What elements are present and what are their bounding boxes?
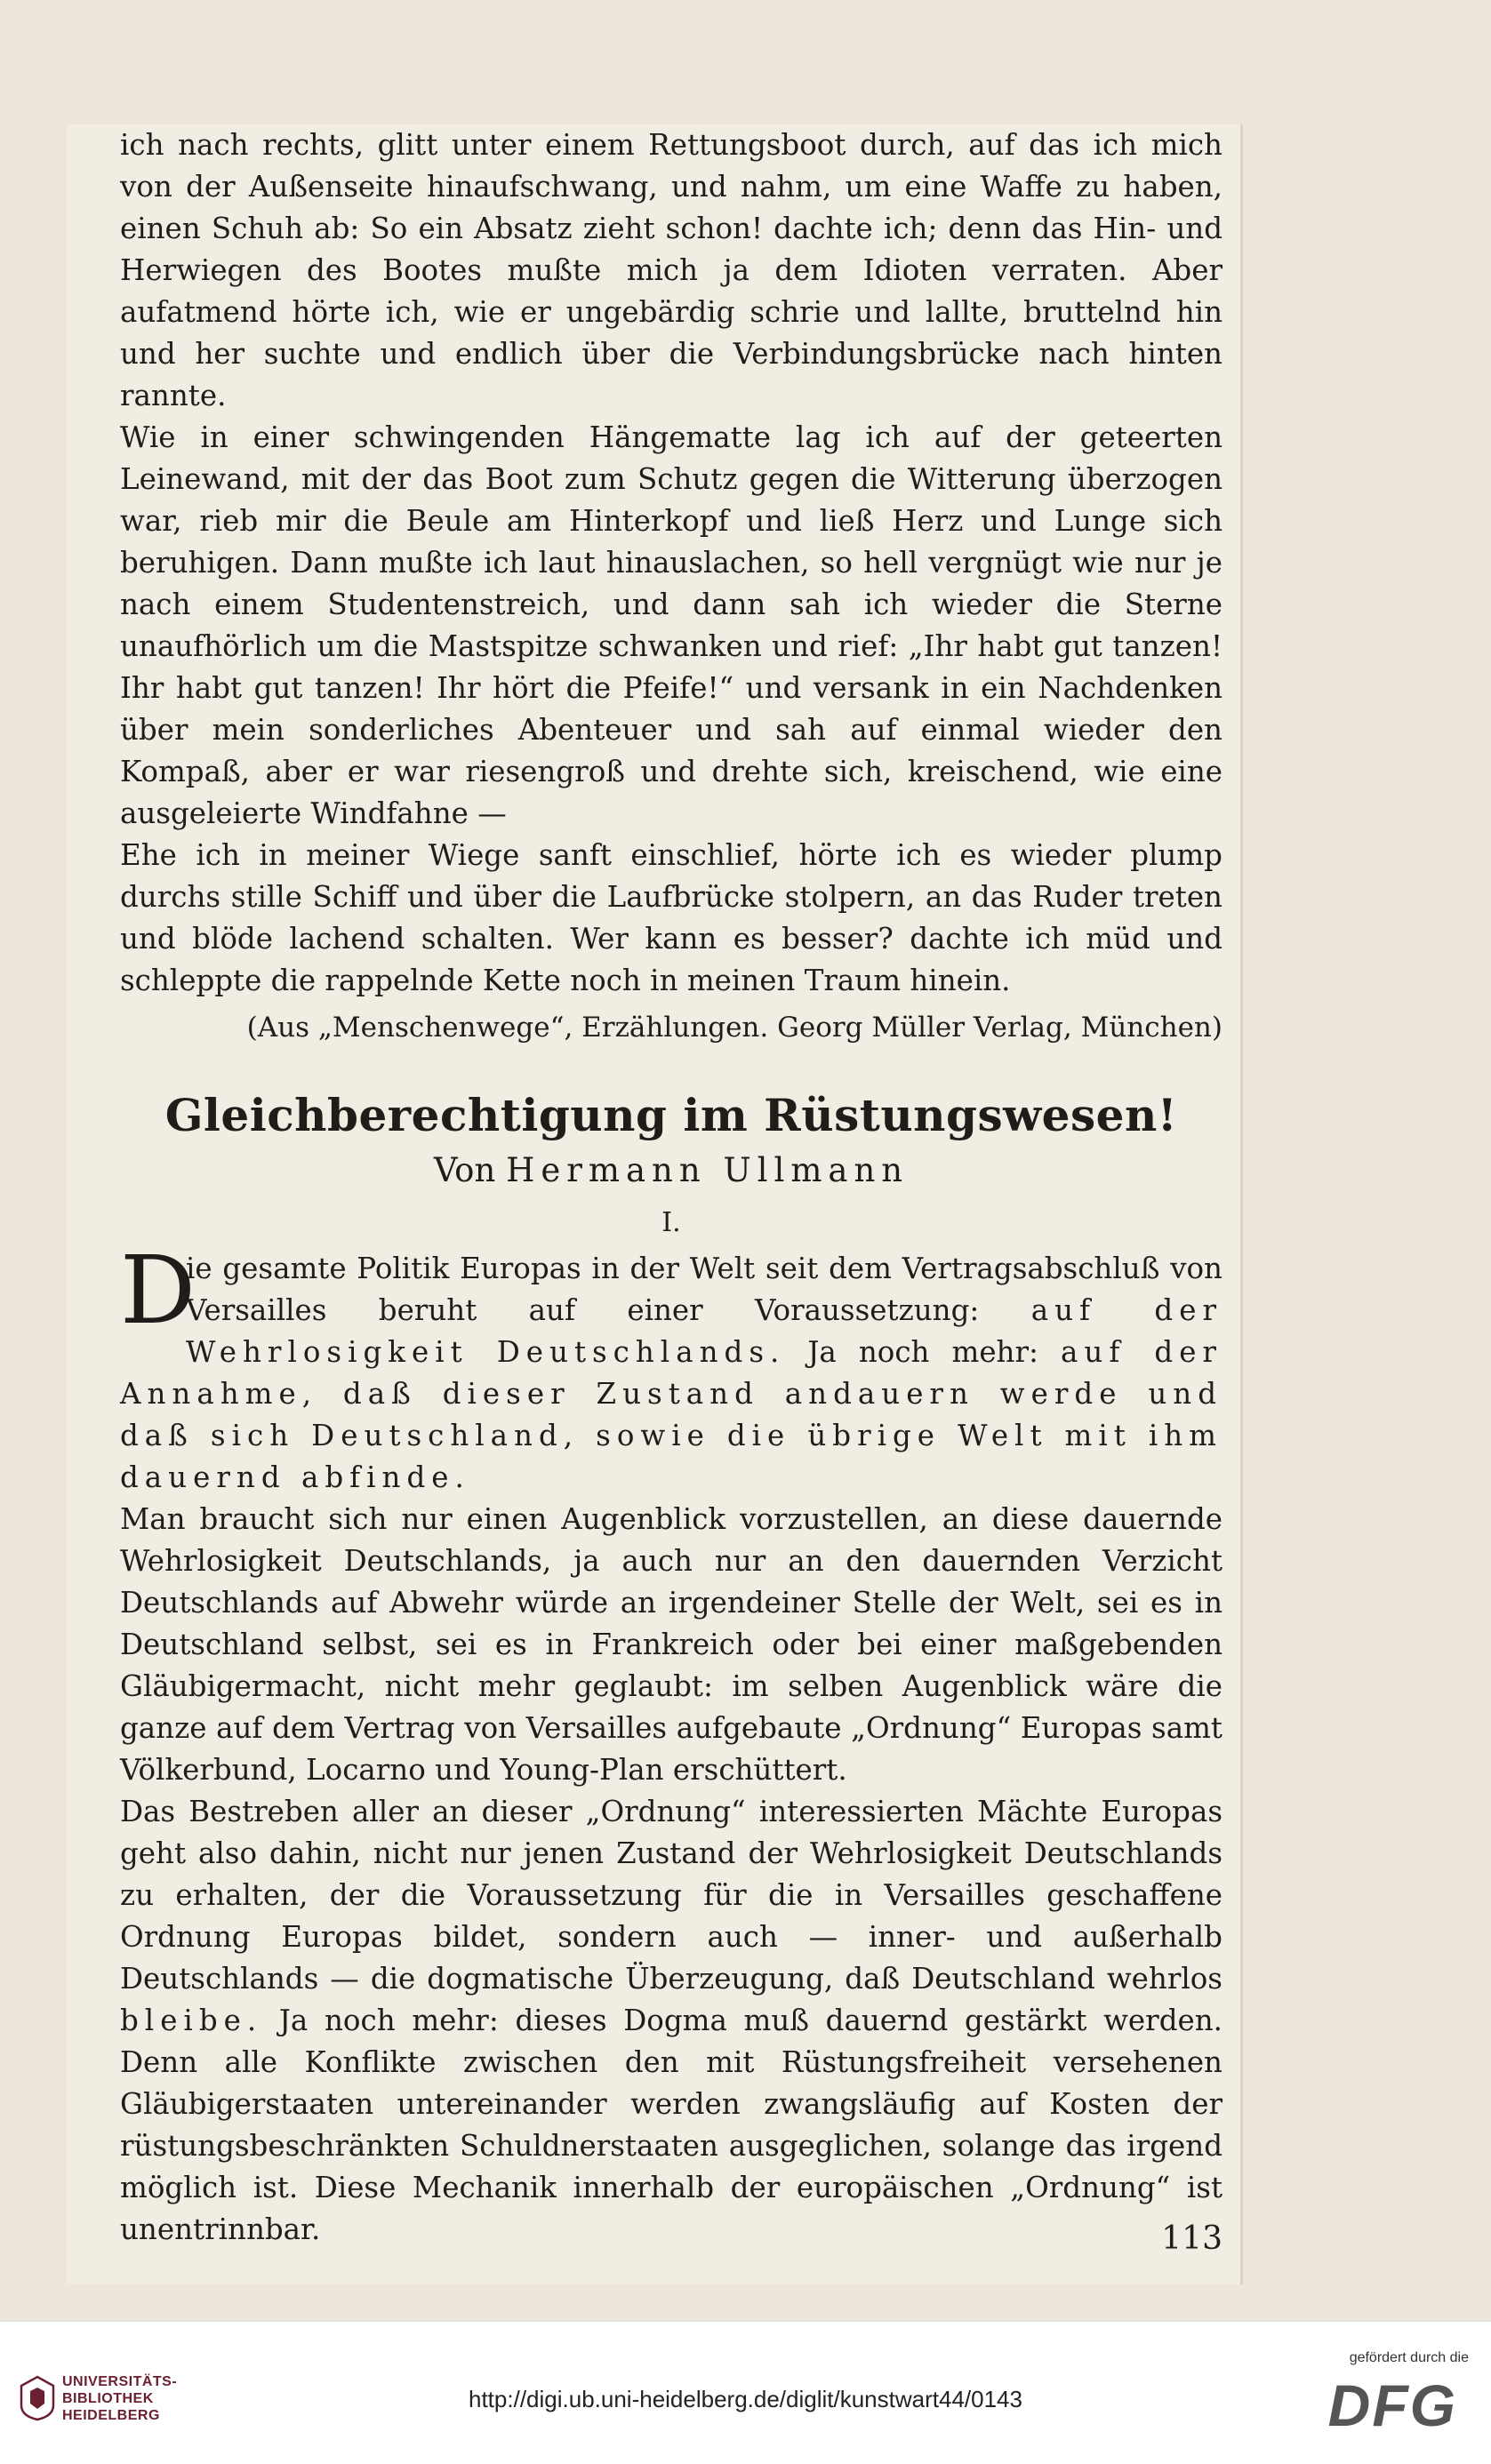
library-line-2: BIBLIOTHEK — [62, 2391, 154, 2406]
article-p1-emphasis-1: auf der Wehrlosigkeit Deutschlands. — [186, 1293, 1222, 1369]
viewer-footer — [0, 2320, 1491, 2464]
paragraph-3: Ehe ich in meiner Wiege sanft einschlief, hörte ich es wieder plump durchs stille Schiff und über die Laufbrücke stolpern, an das Ruder treten und blöde lachend schalten. Wer kann es besser? dachte ich müd und schleppte die rappelnde Kette noch in meinen Traum hinein. — [120, 838, 1222, 997]
library-line-1: UNIVERSITÄTS- — [62, 2374, 178, 2389]
library-line-3: HEIDELBERG — [62, 2408, 160, 2423]
funding-note: gefördert durch die — [1349, 2350, 1469, 2365]
permalink-url[interactable]: http://digi.ub.uni-heidelberg.de/diglit/kunstwart44/0143 — [469, 2386, 1022, 2412]
article-paragraph-2: Man braucht sich nur einen Augenblick vorzustellen, an diese dauernde Wehrlosigkeit Deutschlands, ja auch nur an den dauernden Verzicht Deutschlands auf Abwehr würde an irgendeiner Stelle der Welt, sei es in Deutschland selbst, sei es in Frankreich oder bei einer maßgebenden Gläubigermacht, nicht mehr geglaubt: im selben Augenblick wäre die ganze auf dem Vertrag von Versailles aufgebaute „Ordnung“ Europas samt Völkerbund, Locarno und Young-Plan erschüttert. — [120, 1502, 1222, 1787]
article-p1-start: ie gesamte Politik Europas in der Welt seit dem Vertragsabschluß von Versailles beruht auf einer Voraussetzung: — [186, 1252, 1222, 1327]
article-paragraph-3 — [120, 1791, 1222, 2251]
page-text — [120, 124, 1222, 2257]
drop-cap: D — [120, 1236, 196, 1345]
article-paragraph-1 — [120, 1236, 1222, 1499]
article-p1-mid: Ja noch mehr: — [807, 1335, 1038, 1369]
article-p3-end: Ja noch mehr: dieses Dogma muß dauernd gestärkt werden. Denn alle Konflikte zwischen den mit Rüstungsfreiheit versehenen Gläubigerstaaten untereinander werden zwangsläufig auf Kosten der rüstungsbeschränkten Schuldnerstaaten ausgeglichen, solange das irgend möglich ist. Diese Mechanik innerhalb der europäischen „Ordnung“ ist unentrinnbar. — [120, 2004, 1222, 2246]
book-page — [67, 124, 1243, 2284]
page-number: 113 — [1161, 2220, 1222, 2257]
article-p1-emphasis-2: auf der Annahme, daß dieser Zustand andauern werde und daß sich Deutschland, sowie die übrige Welt mit ihm dauernd abfinde. — [120, 1335, 1222, 1494]
paragraph-1: ich nach rechts, glitt unter einem Rettungsboot durch, auf das ich mich von der Außenseite hinaufschwang, und nahm, um eine Waffe zu haben, einen Schuh ab: So ein Absatz zieht schon! dachte ich; denn das Hin- und Herwiegen des Bootes mußte mich ja dem Idioten verraten. Aber aufatmend hörte ich, wie er ungebärdig schrie und lallte, bruttelnd hin und her suchte und endlich über die Verbindungsbrücke nach hinten rannte. — [120, 128, 1222, 412]
byline-prefix: Von — [433, 1151, 496, 1189]
section-number: I. — [661, 1207, 681, 1238]
source-note: (Aus „Menschenwege“, Erzählungen. Georg Müller Verlag, München) — [246, 1012, 1222, 1044]
article-p3-emphasis: bleibe. — [120, 2004, 263, 2037]
author-name: Hermann Ullmann — [506, 1151, 910, 1189]
dfg-logo[interactable]: DFG — [1327, 2372, 1457, 2438]
paragraph-2: Wie in einer schwingenden Hängematte lag ich auf der geteerten Leinewand, mit der das Boot zum Schutz gegen die Witterung überzogen war, rieb mir die Beule am Hinterkopf und ließ Herz und Lunge sich beruhigen. Dann mußte ich laut hinauslachen, so hell vergnügt wie nur je nach einem Studentenstreich, und dann sah ich wieder die Sterne unaufhörlich um die Mastspitze schwanken und rief: „Ihr habt gut tanzen! Ihr habt gut tanzen! Ihr hört die Pfeife!“ und versank in ein Nachdenken über mein sonderliches Abenteuer und sah auf einmal wieder den Kompaß, aber er war riesengroß und drehte sich, kreischend, wie eine ausgeleierte Windfahne — — [120, 420, 1222, 830]
article-p3-start: Das Bestreben aller an dieser „Ordnung“ interessierten Mächte Europas geht also dahin, nicht nur jenen Zustand der Wehrlosigkeit Deutschlands zu erhalten, der die Voraussetzung für die in Versailles geschaffene Ordnung Europas bildet, sondern auch — inner- und außerhalb Deutschlands — die dogmatische Überzeugung, daß Deutschland wehrlos — [120, 1795, 1222, 1996]
byline — [120, 1148, 1222, 1193]
article-title: Gleichberechtigung im Rüstungswesen! — [164, 1089, 1178, 1141]
